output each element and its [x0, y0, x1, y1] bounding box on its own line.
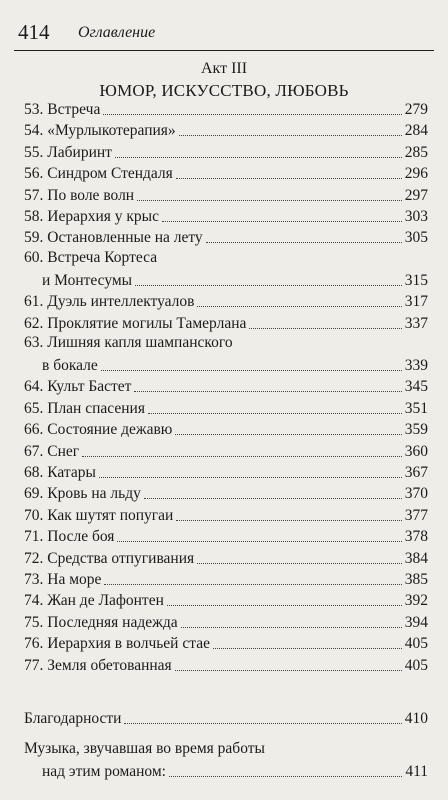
toc-entry-title: 76. Иерархия в волчьей стае	[24, 635, 210, 653]
dot-leader	[176, 178, 402, 179]
toc-entry-title: и Монтесумы	[42, 271, 133, 289]
toc-entry	[24, 547, 428, 569]
running-title: Оглавление	[78, 24, 156, 41]
dot-leader	[148, 413, 402, 414]
toc-entry-page: 339	[404, 357, 428, 374]
dot-leader	[117, 541, 401, 542]
toc-entry-title: 73. На море	[24, 571, 102, 588]
dot-leader	[82, 456, 402, 457]
toc-entry	[42, 354, 428, 376]
dot-leader	[249, 328, 401, 329]
toc-entry-page: 337	[404, 314, 428, 332]
toc-acknowledgements-title: Благодарности	[24, 710, 122, 727]
toc-entry-title: 62. Проклятие могилы Тамерлана	[24, 314, 247, 332]
dot-leader	[135, 285, 402, 286]
toc-entry-title: 75. Последняя надежда	[24, 613, 178, 631]
toc-entry-title: 56. Синдром Стендаля	[24, 165, 173, 183]
toc-acknowledgements-page: 410	[404, 710, 428, 727]
toc-entry-page: 345	[404, 378, 428, 396]
toc-entry-title: 68. Катары	[24, 464, 96, 481]
toc-entry-title: 61. Дуэль интеллектуалов	[24, 293, 195, 311]
toc-entry	[24, 184, 428, 206]
toc-entry-title: 71. После боя	[24, 528, 115, 546]
toc-entry	[24, 418, 428, 440]
dot-leader	[206, 242, 402, 243]
toc-entry-title: 77. Земля обетованная	[24, 656, 172, 674]
dot-leader	[179, 135, 402, 136]
toc-entry	[24, 632, 428, 654]
dot-leader	[103, 114, 401, 115]
dot-leader	[115, 157, 402, 158]
toc-acknowledgements	[24, 707, 428, 729]
toc-entry	[24, 312, 428, 334]
toc-entry-page: 360	[404, 442, 428, 460]
toc-entry-title: в бокале	[42, 357, 98, 374]
toc-entry-page: 405	[404, 635, 428, 653]
toc-entry-title: 58. Иерархия у крыс	[24, 208, 159, 225]
toc-entry-title: 67. Снег	[24, 442, 80, 460]
toc-entry	[24, 119, 428, 141]
toc-entry-page: 305	[404, 229, 428, 247]
dot-leader	[176, 520, 401, 521]
toc-entry-page: 285	[404, 143, 428, 161]
toc-entry-page: 279	[404, 101, 428, 118]
toc-entry-title: 53. Встреча	[24, 101, 101, 118]
dot-leader	[169, 776, 402, 777]
toc-entry-title: 74. Жан де Лафонтен	[24, 592, 164, 610]
toc-entry-title-first-line: 60. Встреча Кортеса	[24, 248, 158, 266]
toc-entry-page: 284	[404, 122, 428, 140]
toc-entry	[42, 269, 428, 291]
dot-leader	[137, 200, 402, 201]
dot-leader	[144, 498, 402, 499]
toc-entry	[24, 461, 428, 483]
dot-leader	[101, 370, 402, 371]
dot-leader	[175, 434, 401, 435]
toc-entry-page: 392	[404, 592, 428, 610]
toc-entry-page: 296	[404, 165, 428, 183]
act-label: Акт III	[200, 60, 248, 77]
toc-entry-page: 367	[404, 464, 428, 481]
toc-music-title: над этим романом:	[42, 763, 166, 780]
dot-leader	[134, 391, 401, 392]
dot-leader	[197, 563, 402, 564]
toc-entry	[24, 568, 428, 590]
dot-leader	[167, 605, 402, 606]
toc-entry-page: 351	[404, 399, 428, 417]
dot-leader	[181, 627, 402, 628]
dot-leader	[213, 648, 402, 649]
toc-entry	[24, 611, 428, 633]
toc-entry	[24, 589, 428, 611]
dot-leader	[124, 723, 401, 724]
toc-entry	[24, 141, 428, 163]
toc-entry-page: 303	[404, 208, 428, 225]
toc-entry	[24, 440, 428, 462]
toc-entry	[24, 162, 428, 184]
toc-entry	[24, 226, 428, 248]
toc-entry	[24, 504, 428, 526]
toc-entry-title: 66. Состояние дежавю	[24, 421, 173, 439]
toc-entry-title: 55. Лабиринт	[24, 143, 112, 161]
toc-music-page: 411	[405, 763, 428, 780]
toc-entry-title: 65. План спасения	[24, 399, 145, 417]
toc-entry-page: 315	[404, 271, 428, 289]
toc-entry-title: 54. «Мурлыкотерапия»	[24, 122, 176, 140]
toc-entry	[24, 482, 428, 504]
toc-music-title-first-line: Музыка, звучавшая во время работы	[24, 740, 265, 757]
toc-entry-page: 378	[404, 528, 428, 546]
toc-entry-page: 370	[404, 485, 428, 503]
toc-entry-page: 297	[404, 186, 428, 204]
dot-leader	[104, 584, 401, 585]
toc-entry-title: 59. Остановленные на лету	[24, 229, 203, 247]
toc-entry-page: 405	[404, 656, 428, 674]
dot-leader	[99, 477, 402, 478]
toc-entry	[24, 98, 428, 120]
toc-entry	[24, 397, 428, 419]
toc-entry-title: 69. Кровь на льду	[24, 485, 141, 503]
toc-entry-page: 394	[404, 613, 428, 631]
toc-entry	[24, 525, 428, 547]
page-number: 414	[18, 20, 50, 44]
toc-entry-page: 377	[404, 506, 428, 524]
dot-leader	[197, 306, 401, 307]
toc-entry	[24, 654, 428, 676]
dot-leader	[175, 670, 402, 671]
toc-entry-page: 385	[404, 571, 428, 588]
toc-entry-title: 64. Культ Бастет	[24, 378, 132, 396]
toc-entry-page: 317	[404, 293, 428, 311]
toc-entry-title: 57. По воле волн	[24, 186, 135, 204]
toc-entry-title-first-line: 63. Лишняя капля шампанского	[24, 334, 233, 351]
toc-entry	[24, 205, 428, 227]
dot-leader	[162, 221, 402, 222]
toc-entry	[24, 375, 428, 397]
toc-entry-page: 384	[404, 549, 428, 567]
act-title: ЮМОР, ИСКУССТВО, ЛЮБОВЬ	[99, 81, 349, 100]
toc-entry-title: 72. Средства отпугивания	[24, 549, 195, 567]
toc-entry-page: 359	[404, 421, 428, 439]
toc-entry	[24, 290, 428, 312]
toc-music	[42, 760, 428, 782]
toc-entry-title: 70. Как шутят попугаи	[24, 506, 174, 524]
